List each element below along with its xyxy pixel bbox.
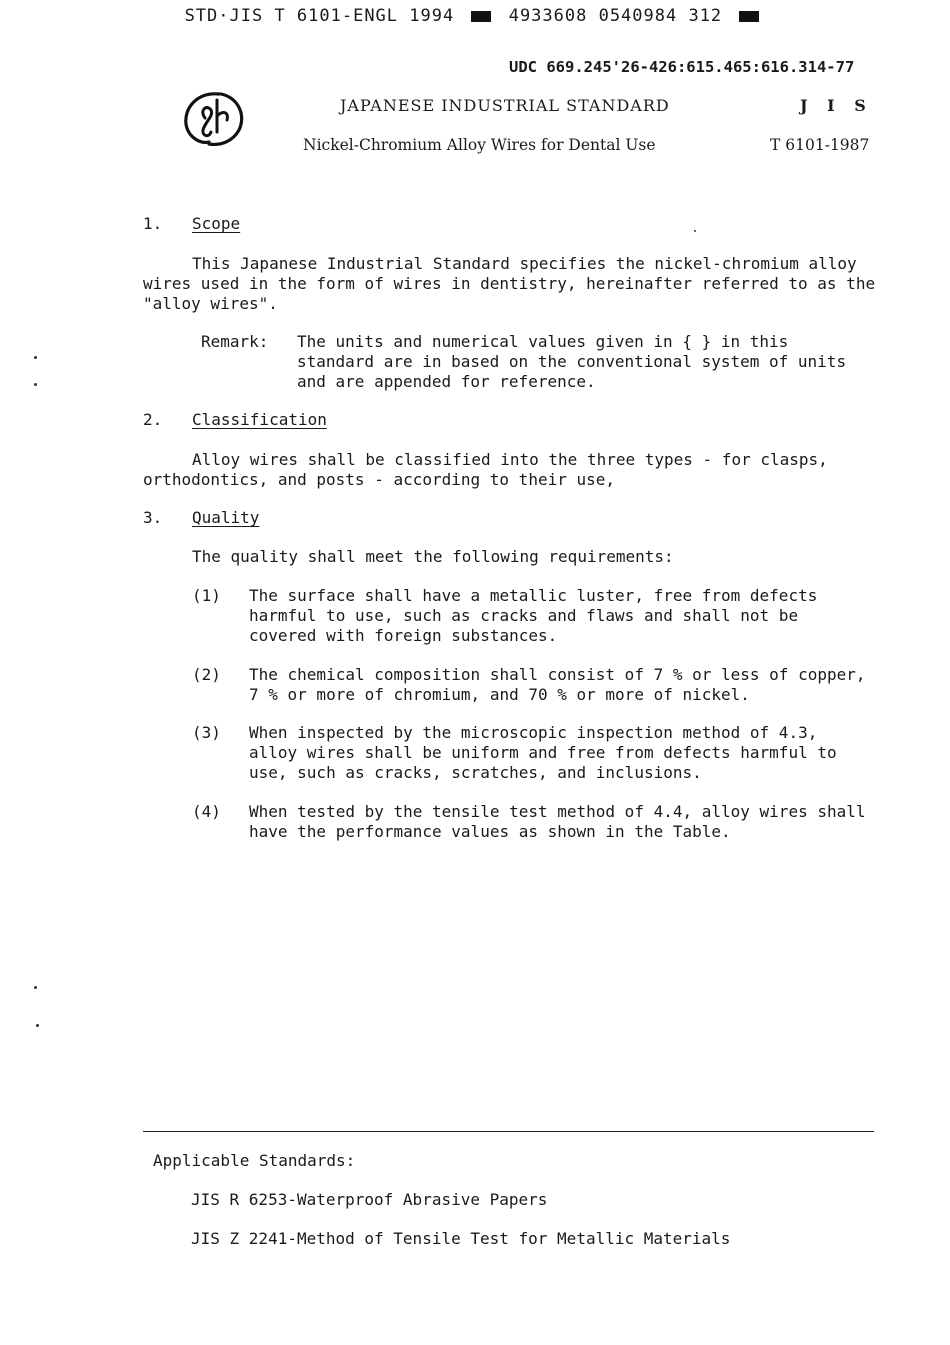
applicable-standard-item: JIS Z 2241-Method of Tensile Test for Metallic Materials (191, 1229, 731, 1248)
document-number: T 6101-1987 (770, 136, 870, 154)
list-item-label: (3) (192, 723, 221, 742)
list-item-line: When tested by the tensile test method of 4.4, alloy wires shall (249, 802, 866, 821)
section-number: 1. (143, 214, 163, 233)
list-item-label: (1) (192, 586, 221, 605)
document-title: Nickel-Chromium Alloy Wires for Dental Use (303, 136, 656, 154)
remark-line: and are appended for reference. (297, 372, 596, 391)
code-numbers: 4933608 0540984 312 (508, 6, 723, 26)
barcode-block-icon (739, 11, 759, 22)
list-item-line: covered with foreign substances. (249, 626, 558, 645)
remark-line: The units and numerical values given in { } in this (297, 332, 789, 351)
document-code-line (0, 6, 950, 26)
section-number: 2. (143, 410, 163, 429)
scan-speck (694, 230, 696, 232)
jis-mark-letters: J I S (800, 96, 873, 115)
scan-speck (34, 986, 37, 989)
paragraph-line: orthodontics, and posts - according to their use, (143, 470, 616, 489)
remark-line: standard are in based on the conventional system of units (297, 352, 847, 371)
barcode-block-icon (471, 11, 491, 22)
scan-speck (34, 383, 37, 386)
scan-speck (34, 356, 37, 359)
section-title: Classification (192, 410, 327, 429)
applicable-standards-heading: Applicable Standards: (153, 1151, 356, 1170)
udc-classification: UDC 669.245'26-426:615.465:616.314-77 (509, 58, 855, 76)
scan-speck (36, 1024, 39, 1027)
footnote-separator (143, 1131, 874, 1132)
list-item-line: have the performance values as shown in the Table. (249, 822, 731, 841)
list-item-label: (4) (192, 802, 221, 821)
list-item-line: 7 % or more of chromium, and 70 % or more of nickel. (249, 685, 750, 704)
paragraph-line: "alloy wires". (143, 294, 278, 313)
list-item-line: harmful to use, such as cracks and flaws and shall not be (249, 606, 799, 625)
paragraph-line: wires used in the form of wires in dentistry, hereinafter referred to as the (143, 274, 876, 293)
jis-logo-icon (181, 88, 247, 150)
remark-label: Remark: (201, 332, 269, 351)
list-item-line: When inspected by the microscopic inspection method of 4.3, (249, 723, 818, 742)
paragraph-line: The quality shall meet the following requirements: (192, 547, 674, 566)
section-title: Scope (192, 214, 241, 233)
paragraph-line: This Japanese Industrial Standard specifies the nickel-chromium alloy (192, 254, 857, 273)
list-item-label: (2) (192, 665, 221, 684)
section-title: Quality (192, 508, 260, 527)
section-number: 3. (143, 508, 163, 527)
applicable-standard-item: JIS R 6253-Waterproof Abrasive Papers (191, 1190, 548, 1209)
paragraph-line: Alloy wires shall be classified into the three types - for clasps, (192, 450, 828, 469)
standard-name: JAPANESE INDUSTRIAL STANDARD (340, 96, 670, 115)
list-item-line: alloy wires shall be uniform and free from defects harmful to (249, 743, 837, 762)
list-item-line: use, such as cracks, scratches, and inclusions. (249, 763, 702, 782)
list-item-line: The chemical composition shall consist of 7 % or less of copper, (249, 665, 866, 684)
list-item-line: The surface shall have a metallic luster, free from defects (249, 586, 818, 605)
std-code: STD·JIS T 6101-ENGL 1994 (184, 6, 455, 26)
